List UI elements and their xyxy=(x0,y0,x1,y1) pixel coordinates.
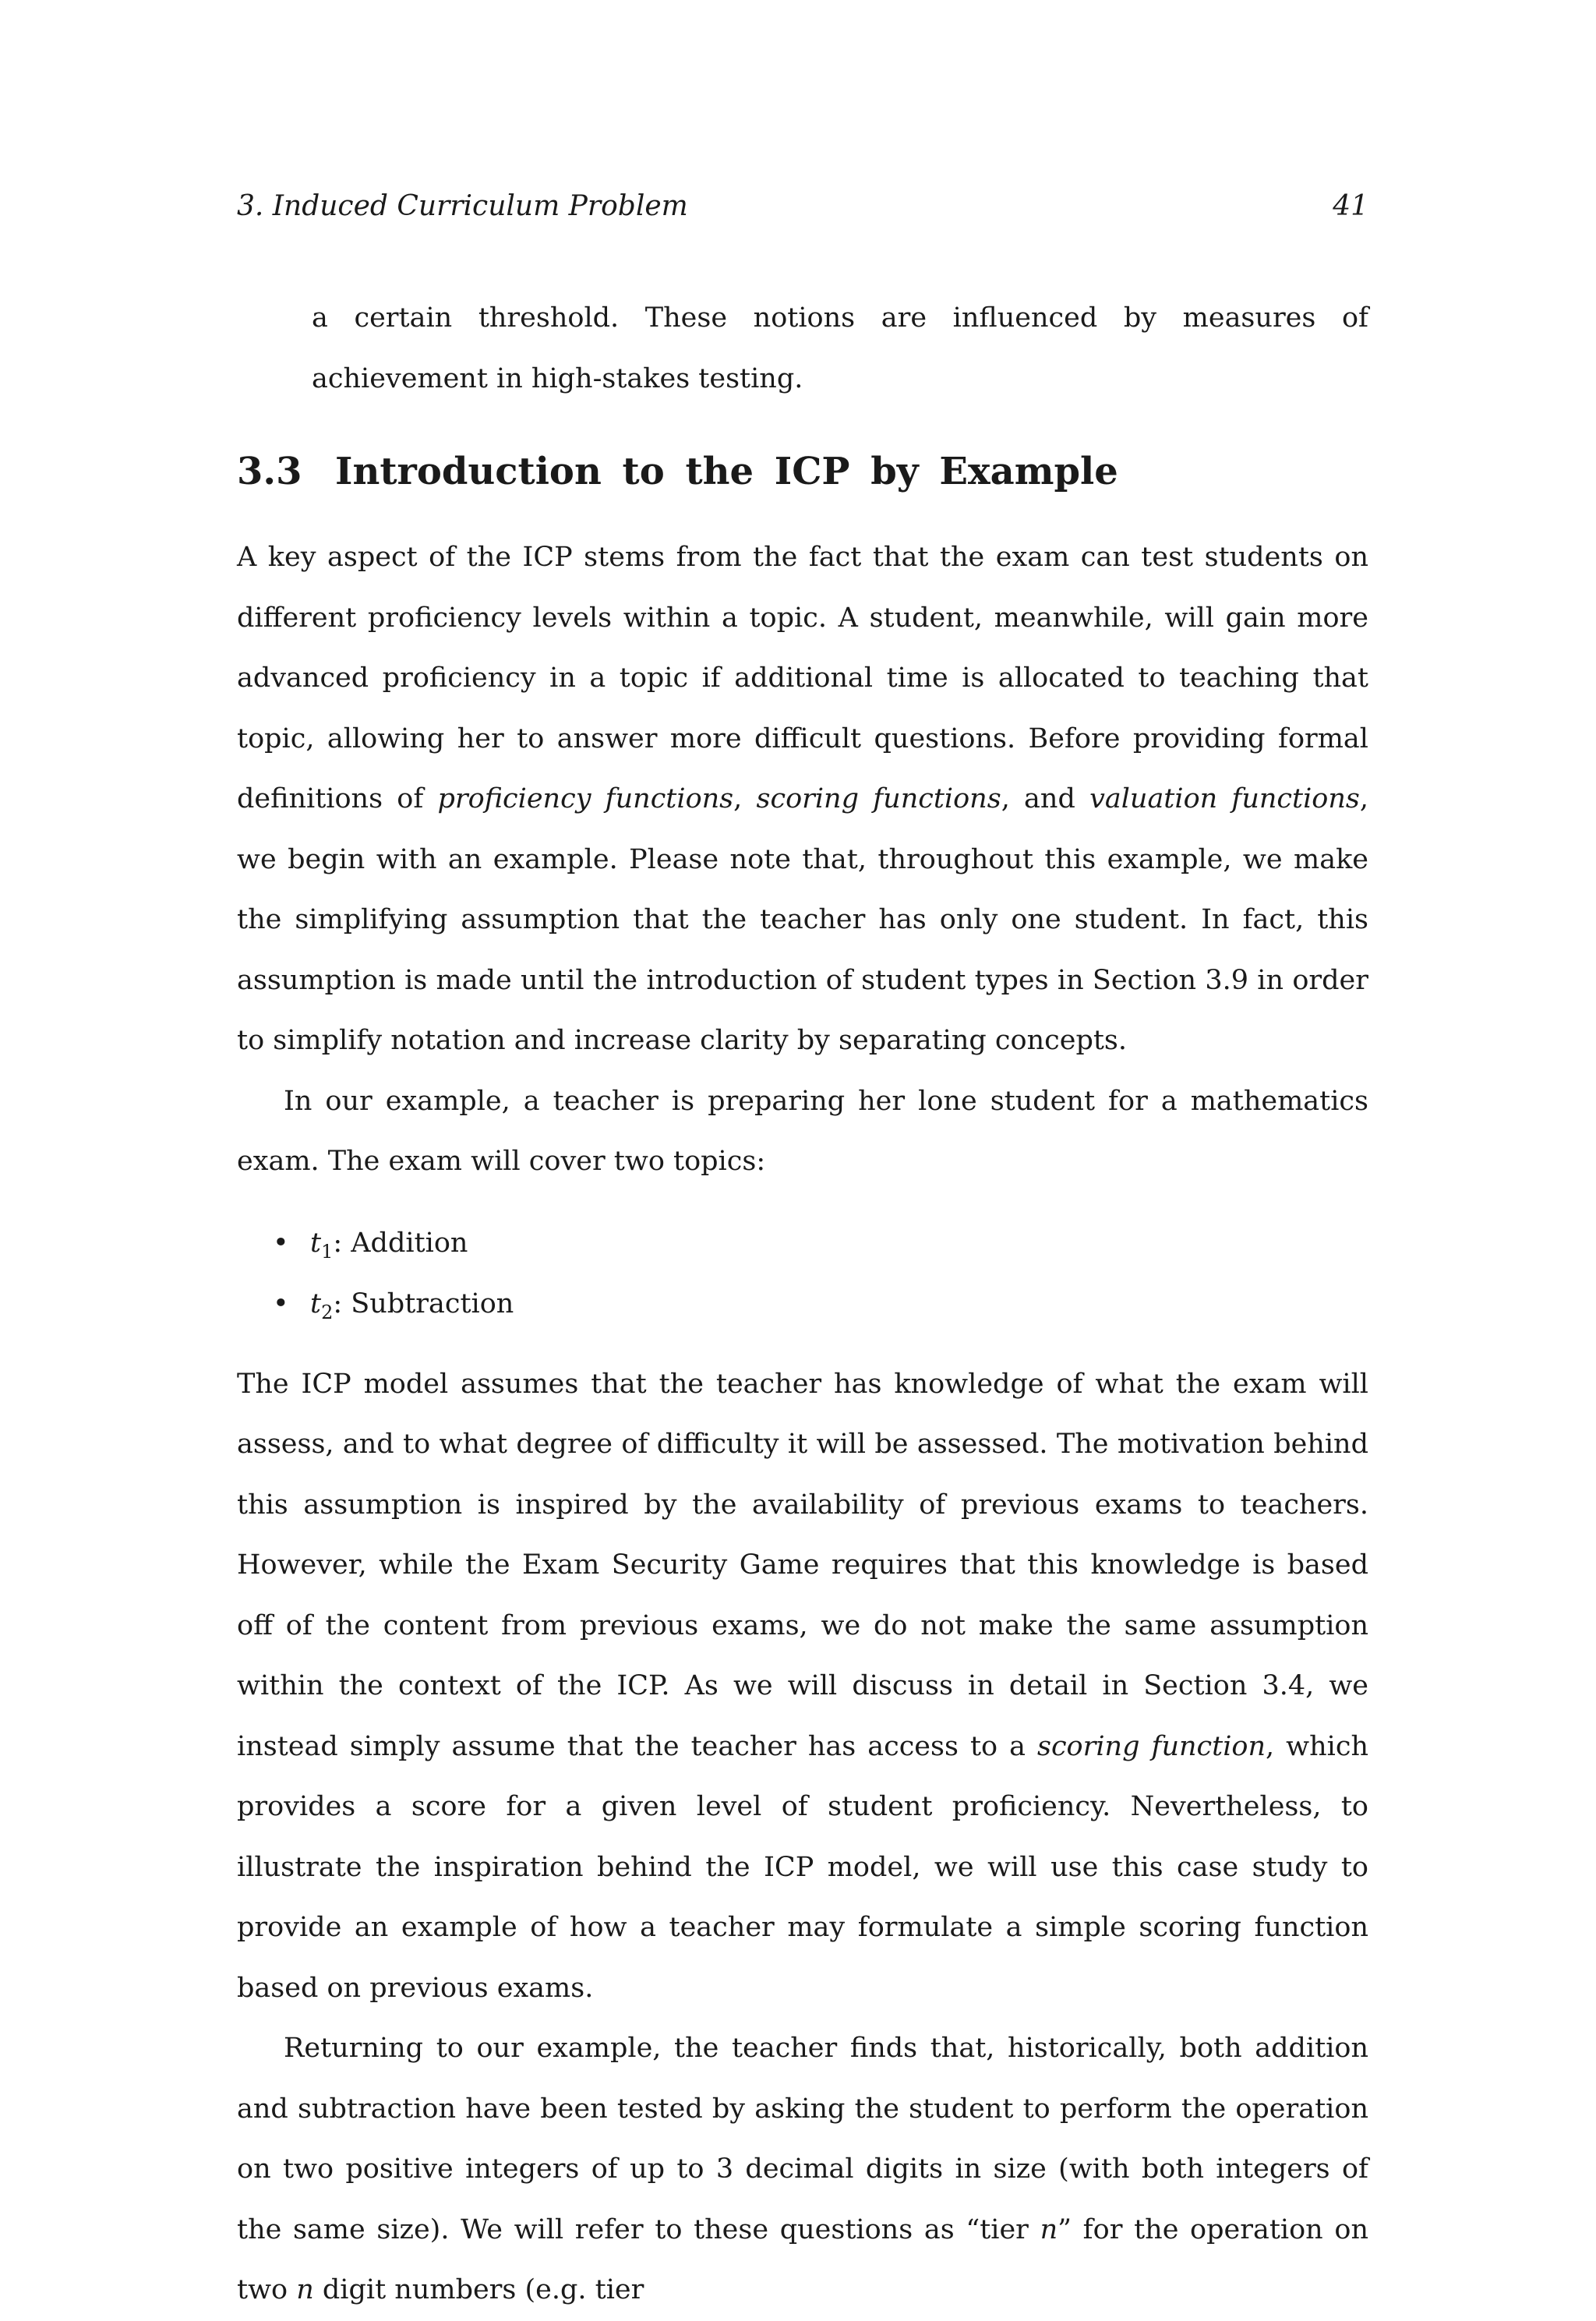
paragraph-1-text-b: , we begin with an example. Please note that, throughout this example, we make the simplifying assumption that the teacher has only one student. In fact, this assumption is made until the introduction of student types in Section 3.9 in order to simplify notation and increase clarity by separating concepts. xyxy=(237,783,1368,1056)
list-item xyxy=(273,1274,1368,1334)
paragraph-1-text-a: A key aspect of the ICP stems from the fact that the exam can test students on different proficiency levels within a topic. A student, meanwhile, will gain more advanced proficiency in a topic if additional time is allocated to teaching that topic, allowing her to answer more difficult questions. Before providing formal definitions of xyxy=(237,542,1368,814)
topic-label: : Addition xyxy=(333,1227,468,1259)
term-proficiency-functions: proficiency functions xyxy=(437,783,734,814)
paragraph-3-text-a: The ICP model assumes that the teacher has knowledge of what the exam will assess, and to what degree of difficulty it will be assessed. The motivation behind this assumption is inspired by the availability of previous exams to teachers. However, while the Exam Security Game requires that this knowledge is based off of the content from previous exams, we do not make the same assumption within the context of the ICP. As we will discuss in detail in Section 3.4, we instead simply assume that the teacher has access to a xyxy=(237,1368,1368,1762)
term-valuation-functions: valuation functions xyxy=(1089,783,1360,814)
section-heading xyxy=(237,448,1368,495)
topic-subscript: 1 xyxy=(321,1240,334,1263)
paragraph-2: In our example, a teacher is preparing her lone student for a mathematics exam. The exam will cover two topics: xyxy=(237,1085,1368,1177)
paragraph-4-text-c: digit numbers (e.g. tier xyxy=(313,2274,644,2305)
math-variable-n: n xyxy=(296,2274,314,2305)
term-scoring-function: scoring function xyxy=(1036,1730,1266,1762)
term-scoring-functions: scoring functions xyxy=(756,783,1001,814)
bullet-icon: • xyxy=(273,1288,289,1319)
running-header xyxy=(237,190,1368,229)
separator: , and xyxy=(1001,783,1090,814)
paragraph-3-text-b: , which provides a score for a given level of student proficiency. Nevertheless, to illustrate the inspiration behind the ICP model, we will use this case study to provide an example of how a teacher may formulate a simple scoring function based on previous exams. xyxy=(237,1730,1368,2004)
topic-subscript: 2 xyxy=(321,1301,334,1323)
topic-symbol: t xyxy=(310,1227,322,1259)
carryover-paragraph: a certain threshold. These notions are influenced by measures of achievement in high-stakes testing. xyxy=(312,302,1368,394)
paragraph-1 xyxy=(237,528,1368,1072)
body-text xyxy=(237,288,1368,2321)
paragraph-4 xyxy=(237,2019,1368,2321)
section-title: Introduction to the ICP by Example xyxy=(335,450,1118,493)
chapter-title: 3. Induced Curriculum Problem xyxy=(237,190,688,222)
page-number: 41 xyxy=(1333,190,1368,222)
math-variable-n: n xyxy=(1040,2213,1058,2245)
bullet-icon: • xyxy=(273,1227,289,1259)
topic-symbol: t xyxy=(310,1288,322,1319)
paragraph-3 xyxy=(237,1355,1368,2019)
paragraph-4-text-b: ” for the operation on two xyxy=(237,2213,1368,2305)
separator: , xyxy=(733,783,757,814)
topic-label: : Subtraction xyxy=(333,1288,514,1319)
topic-list xyxy=(237,1213,1368,1334)
list-item xyxy=(273,1213,1368,1274)
section-number: 3.3 xyxy=(237,450,302,493)
paragraph-4-text-a: Returning to our example, the teacher finds that, historically, both addition and subtraction have been tested by asking the student to perform the operation on two positive integers of up to 3 decimal digits in size (with both integers of the same size). We will refer to these questions as “tier xyxy=(237,2033,1368,2245)
